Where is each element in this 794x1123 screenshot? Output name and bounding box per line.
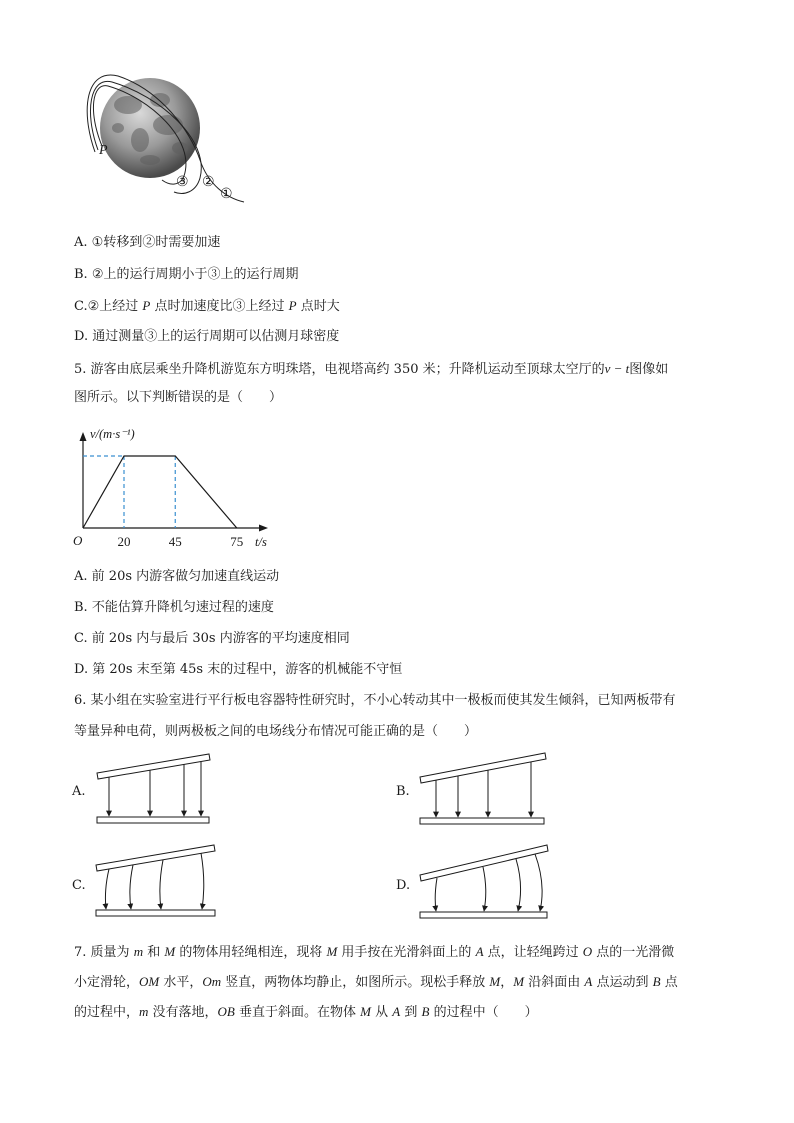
x-tick-label-45: 45 — [168, 534, 182, 549]
capacitor-a-top-plate — [97, 754, 210, 779]
q4-option-b: B. ②上的运行周期小于③上的运行周期 — [74, 267, 299, 282]
q6-stem-line1: 6. 某小组在实验室进行平行板电容器特性研究时，不小心转动其中一极板而使其发生倾斜，已知两板带有 — [74, 693, 676, 708]
chart-origin-label: O — [73, 533, 83, 548]
q5-stem-line2: 图所示。以下判断错误的是（ ） — [74, 390, 283, 405]
q7-stem-line1: 7. 质量为 m 和 M 的物体用轻绳相连，现将 M 用手按在光滑斜面上的 A 点，让轻绳跨过 O 点的一光滑微 — [74, 944, 675, 960]
q7-stem-line2: 小定滑轮，OM 水平，Om 竖直，两物体均静止，如图所示。现松手释放 M，M 沿斜面由 A 点运动到 B 点 — [74, 974, 678, 990]
capacitor-d-top-plate — [420, 845, 548, 881]
field-line-d3 — [516, 859, 521, 911]
field-line-d2 — [483, 867, 486, 911]
capacitor-b-top-plate — [420, 753, 546, 783]
field-line-c2 — [130, 865, 133, 909]
q7-stem-line3: 的过程中，m 没有落地，OB 垂直于斜面。在物体 M 从 A 到 B 的过程中（ ） — [74, 1004, 538, 1020]
field-line-d1 — [435, 878, 437, 911]
orbit-label-1: ① — [220, 187, 233, 202]
capacitor-d-bottom-plate — [420, 912, 547, 918]
capacitor-c-bottom-plate — [96, 910, 215, 916]
q5-option-c: C. 前 20s 内与最后 30s 内游客的平均速度相同 — [74, 631, 350, 646]
point-label-p: P — [99, 143, 108, 158]
field-line-c4 — [201, 853, 204, 909]
field-line-c3 — [160, 860, 163, 909]
capacitor-c-top-plate — [96, 845, 215, 871]
q6-option-d: D. — [396, 878, 411, 893]
q6-option-c: C. — [72, 878, 86, 893]
q6-stem-line2: 等量异种电荷，则两极板之间的电场线分布情况可能正确的是（ ） — [74, 724, 478, 739]
chart-ylabel: v/(m·s⁻¹) — [90, 427, 135, 441]
orbit-label-3: ③ — [176, 175, 189, 190]
q5-option-a: A. 前 20s 内游客做匀加速直线运动 — [74, 569, 280, 584]
field-line-d4 — [535, 854, 542, 911]
capacitor-b-bottom-plate — [420, 818, 544, 824]
q6-option-b: B. — [396, 784, 410, 799]
q4-option-c: C.②上经过 P 点时加速度比③上经过 P 点时大 — [74, 298, 340, 314]
x-tick-label-20: 20 — [117, 534, 131, 549]
q5-stem-line1: 5. 游客由底层乘坐升降机游览东方明珠塔，电视塔高约 350 米；升降机运动至顶球太空厅的v − t图像如 — [74, 361, 669, 377]
chart-xlabel: t/s — [255, 535, 267, 549]
q4-option-a: A. ①转移到②时需要加速 — [74, 235, 221, 250]
x-tick-label-75: 75 — [230, 534, 244, 549]
q4-option-d: D. 通过测量③上的运行周期可以估测月球密度 — [74, 329, 340, 344]
field-line-c1 — [105, 869, 109, 909]
q6-option-a: A. — [72, 784, 86, 799]
orbit-label-2: ② — [202, 175, 215, 190]
capacitor-a-bottom-plate — [97, 817, 209, 823]
q5-option-d: D. 第 20s 末至第 45s 末的过程中，游客的机械能不守恒 — [74, 662, 403, 677]
q5-option-b: B. 不能估算升降机匀速过程的速度 — [74, 600, 274, 615]
